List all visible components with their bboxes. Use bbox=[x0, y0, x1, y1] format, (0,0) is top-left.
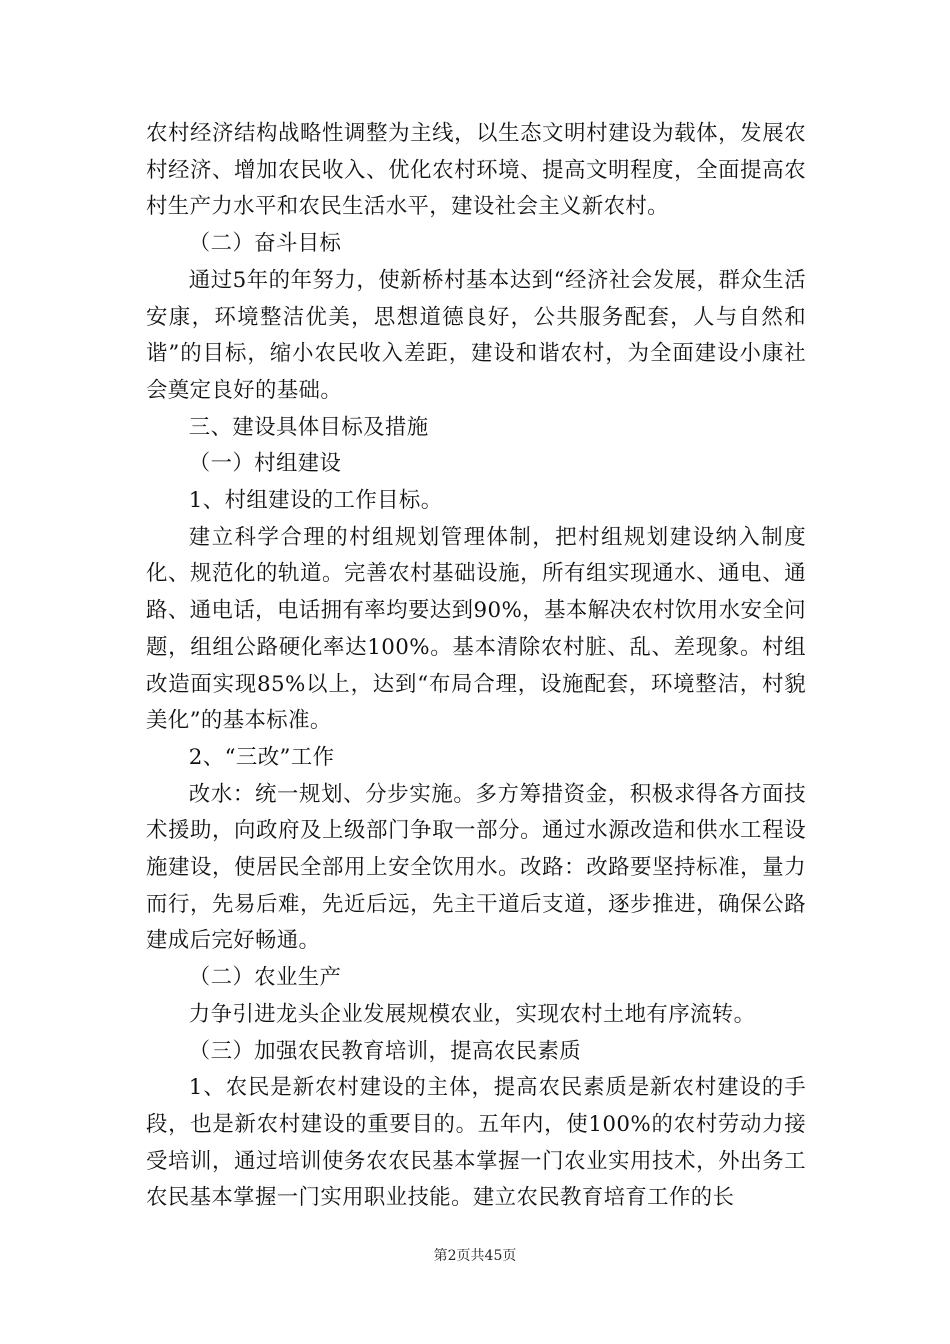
heading-work-goal: 1、村组建设的工作目标。 bbox=[188, 488, 443, 514]
heading-education: （三）加强农民教育培训，提高农民素质 bbox=[188, 1038, 582, 1064]
heading-struggle-goal: （二）奋斗目标 bbox=[188, 231, 342, 257]
paragraph-intro-continued: 农村经济结构战略性调整为主线，以生态文明村建设为载体，发展农村经济、增加农民收入、优化农村环境、提高文明程度，全面提高农村生产力水平和农民生活水平，建设社会主义新农村。 bbox=[146, 121, 806, 220]
page-footer bbox=[0, 1245, 950, 1265]
paragraph-education: 1、农民是新农村建设的主体，提高农民素质是新农村建设的手段，也是新农村建设的重要目的。五年内，使100%的农村劳动力接受培训，通过培训使务农农民基本掌握一门农业实用技术，外出务工农民基本掌握一门实用职业技能。建立农民教育培育工作的长 bbox=[146, 1075, 806, 1211]
heading-village-construction: （一）村组建设 bbox=[188, 451, 342, 477]
paragraph-agriculture: 力争引进龙头企业发展规模农业，实现农村土地有序流转。 bbox=[188, 1001, 756, 1027]
heading-three-reforms: 2、“三改”工作 bbox=[188, 744, 335, 770]
paragraph-goal: 通过5年的年努力，使新桥村基本达到“经济社会发展，群众生活安康，环境整洁优美，思想道德良好，公共服务配套，人与自然和谐”的目标，缩小农民收入差距，建设和谐农村，为全面建设小康社会奠定良好的基础。 bbox=[146, 267, 806, 403]
paragraph-water-road: 改水：统一规划、分步实施。多方筹措资金，积极求得各方面技术援助，向政府及上级部门争取一部分。通过水源改造和供水工程设施建设，使居民全部用上安全饮用水。改路：改路要坚持标准，量力而行，先易后难，先近后远，先主干道后支道，逐步推进，确保公路建成后完好畅通。 bbox=[146, 781, 806, 954]
heading-section-three: 三、建设具体目标及措施 bbox=[188, 414, 429, 440]
heading-agriculture: （二）农业生产 bbox=[188, 965, 342, 991]
document-body bbox=[146, 116, 806, 1217]
page-number: 第2页共45页 bbox=[433, 1248, 517, 1264]
paragraph-planning: 建立科学合理的村组规划管理体制，把村组规划建设纳入制度化、规范化的轨道。完善农村基础设施，所有组实现通水、通电、通路、通电话，电话拥有率均要达到90%，基本解决农村饮用水安全问题，组组公路硬化率达100%。基本清除农村脏、乱、差现象。村组改造面实现85%以上，达到“布局合理，设施配套，环境整洁，村貌美化”的基本标准。 bbox=[146, 524, 806, 734]
